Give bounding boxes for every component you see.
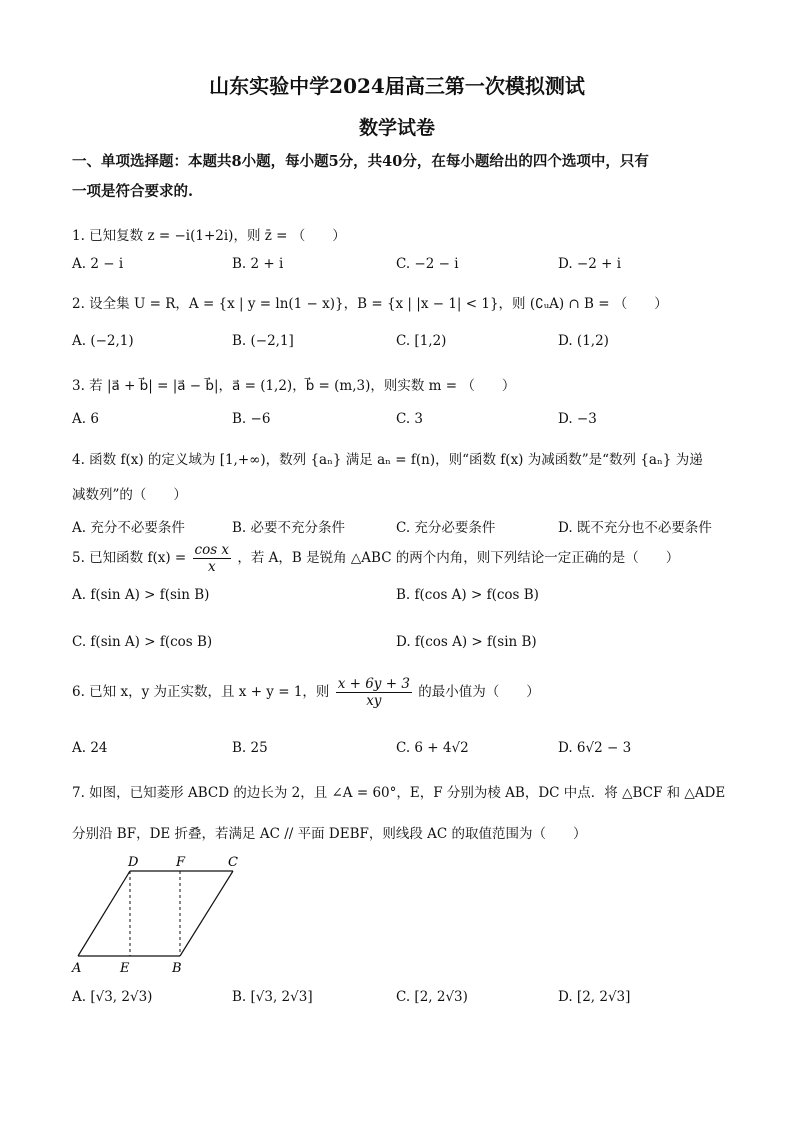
question-5-fraction-numerator: cos x [194,542,230,558]
question-5-option-d: D. f(cos A) > f(sin B) [396,634,537,650]
exam-title: 山东实验中学2024届高三第一次模拟测试 [209,74,585,98]
figure-label-f: F [176,855,186,870]
question-6-option-c: C. 6 + 4√2 [396,740,469,756]
figure-edge-bc [180,871,233,956]
question-7-option-c: C. [2, 2√3) [396,989,468,1005]
question-7-option-d: D. [2, 2√3] [558,989,631,1005]
section-heading-line1: 一、单项选择题：本题共8小题，每小题5分，共40分，在每小题给出的四个选项中，只有 [72,153,649,170]
question-5-stem-end: ，若 A，B 是锐角 △ABC 的两个内角，则下列结论一定正确的是（ ） [237,550,680,566]
exam-subtitle: 数学试卷 [358,117,435,139]
figure-label-a: A [72,961,82,976]
question-4-option-b: B. 必要不充分条件 [232,520,346,536]
figure-edge-da [78,871,130,956]
question-1-stem: 1. 已知复数 z = −i(1+2i)，则 z̄ = （ ） [72,228,346,244]
figure-label-e: E [120,961,130,976]
question-4-option-c: C. 充分必要条件 [396,520,496,536]
question-6-option-b: B. 25 [232,740,268,756]
question-3-option-a: A. 6 [72,411,99,427]
question-6-stem-end: 的最小值为（ ） [418,684,540,700]
question-3-option-d: D. −3 [558,411,597,427]
question-2-stem: 2. 设全集 U = R，A = {x | y = ln(1 − x)}，B = {x | |x − 1| < 1}，则 (∁ᵤA) ∩ B = （ ） [72,296,668,312]
question-2-option-d: D. (1,2) [558,333,609,349]
question-7-option-b: B. [√3, 2√3] [232,989,313,1005]
question-6-fraction-numerator: x + 6y + 3 [337,676,410,692]
section-heading-line2: 一项是符合要求的. [72,183,194,200]
question-6-option-d: D. 6√2 − 3 [558,740,632,756]
question-2-option-a: A. (−2,1) [72,333,134,349]
question-5-option-b: B. f(cos A) > f(cos B) [396,587,539,603]
question-2-option-b: B. (−2,1] [232,333,294,349]
question-6-option-a: A. 24 [72,740,108,756]
question-1-option-d: D. −2 + i [558,256,622,272]
question-5-option-c: C. f(sin A) > f(cos B) [72,634,213,650]
question-5-stem [72,542,679,575]
question-7-stem-cont: 分别沿 BF，DE 折叠，若满足 AC // 平面 DEBF，则线段 AC 的取值范围为（ ） [72,826,587,842]
question-5-fraction [193,542,232,575]
question-4-option-a: A. 充分不必要条件 [72,520,185,536]
question-1-option-a: A. 2 − i [72,256,124,272]
question-5-stem-start: 5. 已知函数 f(x) = [72,550,187,566]
figure-label-d: D [128,855,139,870]
question-3-option-b: B. −6 [232,411,271,427]
question-7-option-a: A. [√3, 2√3) [72,989,153,1005]
rhombus-figure [70,850,260,978]
question-1-option-c: C. −2 − i [396,256,459,272]
question-3-stem: 3. 若 |a⃗ + b⃗| = |a⃗ − b⃗|，a⃗ = (1,2)，b⃗ = (m,3)，则实数 m = （ ） [72,378,516,394]
question-4-option-d: D. 既不充分也不必要条件 [558,520,712,536]
question-5-fraction-denominator: x [207,559,216,575]
question-6-fraction-denominator: xy [366,693,382,709]
question-1-option-b: B. 2 + i [232,256,284,272]
figure-label-c: C [228,855,238,870]
question-3-option-c: C. 3 [396,411,424,427]
question-4-stem-cont: 减数列”的（ ） [72,487,187,503]
question-5-option-a: A. f(sin A) > f(sin B) [72,587,210,603]
question-4-stem: 4. 函数 f(x) 的定义域为 [1,+∞)，数列 {aₙ} 满足 aₙ = f(n)，则“函数 f(x) 为减函数”是“数列 {aₙ} 为递 [72,452,703,468]
question-2-option-c: C. [1,2) [396,333,447,349]
figure-label-b: B [172,961,182,976]
question-6-stem-start: 6. 已知 x，y 为正实数，且 x + y = 1，则 [72,684,330,700]
question-7-stem: 7. 如图，已知菱形 ABCD 的边长为 2，且 ∠A = 60°，E，F 分别为棱 AB，DC 中点．将 △BCF 和 △ADE [72,785,726,801]
question-6-stem [72,676,540,709]
question-6-fraction [336,676,412,709]
